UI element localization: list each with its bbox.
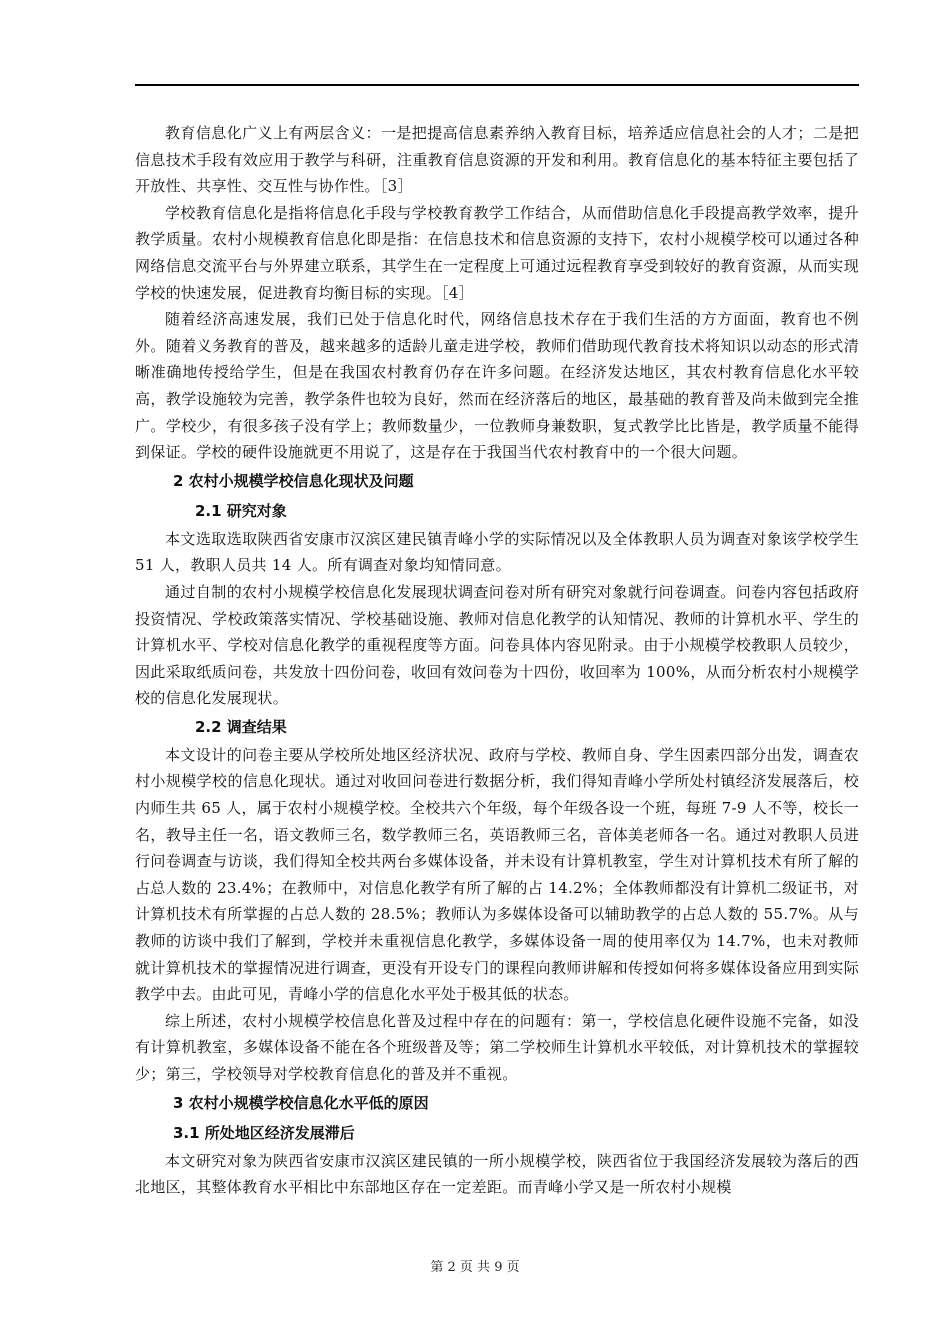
- subsection-heading: 2.2 调查结果: [195, 717, 287, 736]
- paragraph: 学校教育信息化是指将信息化手段与学校教育教学工作结合，从而借助信息化手段提高教学效率，提升教学质量。农村小规模教育信息化即是指：在信息技术和信息资源的支持下，农村小规模学校可以通过各种网络信息交流平台与外界建立联系，其学生在一定程度上可通过远程教育享受到较好的教育资源，从而实现学校的快速发展，促进教育均衡目标的实现。［4］: [135, 203, 859, 302]
- page-number: 第 2 页 共 9 页: [430, 1260, 520, 1275]
- header-rule: [135, 84, 859, 86]
- subsection-heading: 2.1 研究对象: [195, 501, 287, 520]
- paragraph: 本文选取选取陕西省安康市汉滨区建民镇青峰小学的实际情况以及全体教职人员为调查对象该学校学生 51 人，教职人员共 14 人。所有调查对象均知情同意。: [135, 529, 859, 575]
- section-heading: 2 农村小规模学校信息化现状及问题: [173, 471, 414, 490]
- paragraph: 教育信息化广义上有两层含义：一是把提高信息素养纳入教育目标，培养适应信息社会的人才；二是把信息技术手段有效应用于教学与科研，注重教育信息资源的开发和利用。教育信息化的基本特征主要包括了开放性、共享性、交互性与协作性。［3］: [135, 124, 859, 196]
- paragraph: 综上所述，农村小规模学校信息化普及过程中存在的问题有：第一，学校信息化硬件设施不完备，如没有计算机教室，多媒体设备不能在各个班级普及等；第二学校师生计算机水平较低，对计算机技术的掌握较少；第三，学校领导对学校教育信息化的普及并不重视。: [135, 1011, 859, 1083]
- body-text: [135, 120, 859, 1201]
- paragraph: 随着经济高速发展，我们已处于信息化时代，网络信息技术存在于我们生活的方方面面，教育也不例外。随着义务教育的普及，越来越多的适龄儿童走进学校，教师们借助现代教育技术将知识以动态的形式清晰准确地传授给学生，但是在我国农村教育仍存在许多问题。在经济发达地区，其农村教育信息化水平较高，教学设施较为完善，教学条件也较为良好，然而在经济落后的地区，最基础的教育普及尚未做到完全推广。学校少，有很多孩子没有学上；教师数量少，一位教师身兼数职，复式教学比比皆是，教学质量不能得到保证。学校的硬件设施就更不用说了，这是存在于我国当代农村教育中的一个很大问题。: [135, 310, 859, 462]
- subsection-heading: 3.1 所处地区经济发展滞后: [173, 1123, 355, 1142]
- paragraph: 本文设计的问卷主要从学校所处地区经济状况、政府与学校、教师自身、学生因素四部分出发，调查农村小规模学校的信息化现状。通过对收回问卷进行数据分析，我们得知青峰小学所处村镇经济发展落后，校内师生共 65 人，属于农村小规模学校。全校共六个年级，每个年级各设一个班，每班 7-9 人不等，校长一名，教导主任一名，语文教师三名，数学教师三名，英语教师三名，音体美老师各一名。通过对教职人员进行问卷调查与访谈，我们得知全校共两台多媒体设备，并未设有计算机教室，学生对计算机技术有所了解的占总人数的 23.4%；在教师中，对信息化教学有所了解的占 14.2%；全体教师都没有计算机二级证书，对计算机技术有所掌握的占总人数的 28.5%；教师认为多媒体设备可以辅助教学的占总人数的 55.7%。从与教师的访谈中我们了解到，学校并未重视信息化教学，多媒体设备一周的使用率仅为 14.7%，也未对教师就计算机技术的掌握情况进行调查，更没有开设专门的课程向教师讲解和传授如何将多媒体设备应用到实际教学中去。由此可见，青峰小学的信息化水平处于极其低的状态。: [135, 745, 859, 1004]
- paragraph: 通过自制的农村小规模学校信息化发展现状调查问卷对所有研究对象就行问卷调查。问卷内容包括政府投资情况、学校政策落实情况、学校基础设施、教师对信息化教学的认知情况、教师的计算机水平、学生的计算机水平、学校对信息化教学的重视程度等方面。问卷具体内容见附录。由于小规模学校教职人员较少，因此采取纸质问卷，共发放十四份问卷，收回有效问卷为十四份，收回率为 100%，从而分析农村小规模学校的信息化发展现状。: [135, 582, 859, 708]
- paragraph: 本文研究对象为陕西省安康市汉滨区建民镇的一所小规模学校，陕西省位于我国经济发展较为落后的西北地区，其整体教育水平相比中东部地区存在一定差距。而青峰小学又是一所农村小规模: [135, 1151, 859, 1197]
- section-heading: 3 农村小规模学校信息化水平低的原因: [173, 1093, 429, 1112]
